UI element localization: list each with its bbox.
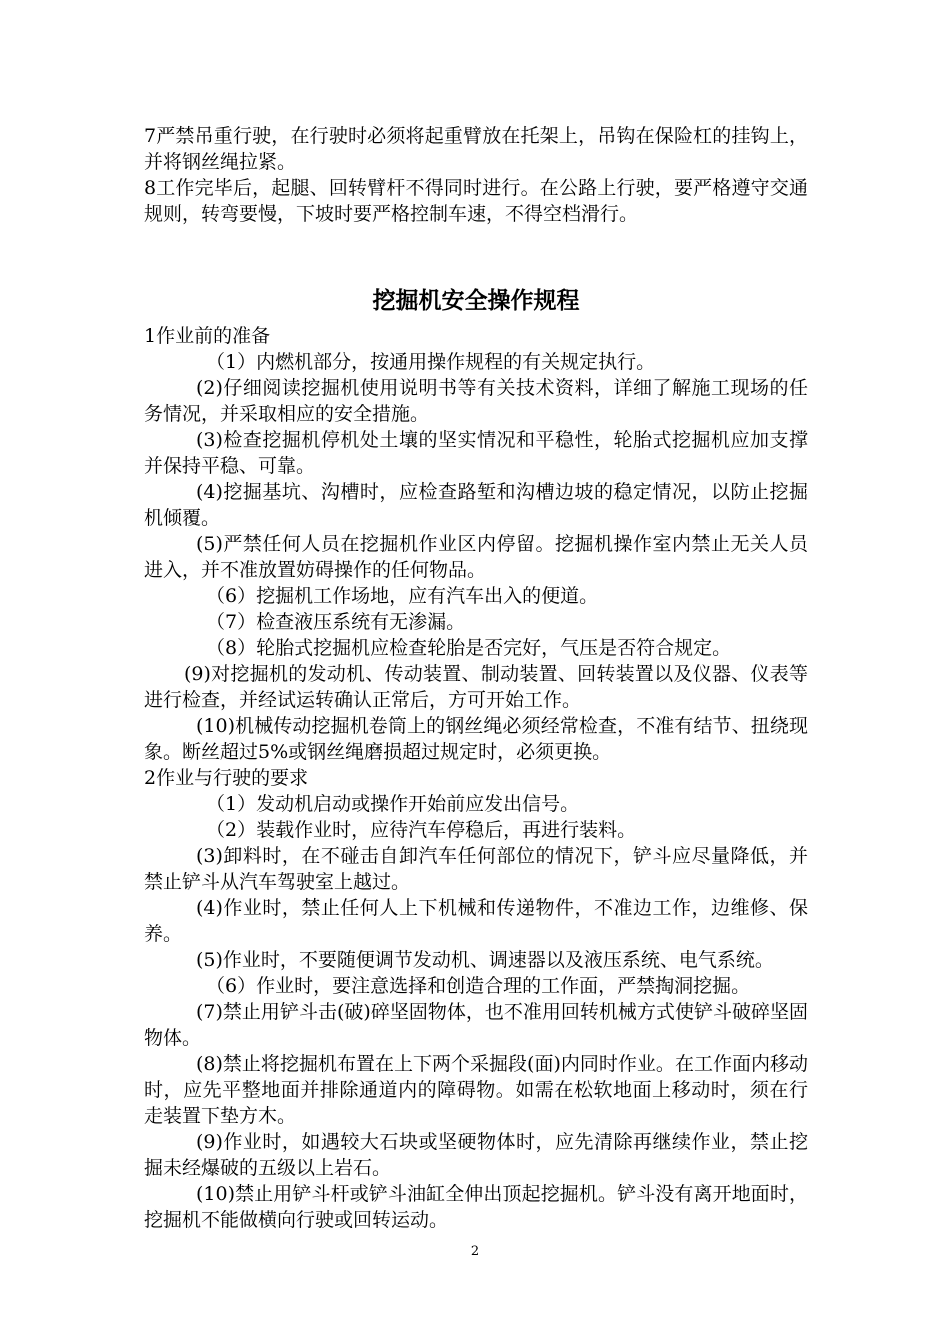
- list-item: (10)机械传动挖掘机卷筒上的钢丝绳必须经常检查，不准有结节、扭绕现象。断丝超过5%或钢丝绳磨损超过规定时，必须更换。: [144, 715, 808, 763]
- list-item: (5)作业时，不要随便调节发动机、调速器以及液压系统、电气系统。: [196, 949, 774, 971]
- list-item: (4)作业时，禁止任何人上下机械和传递物件，不准边工作，边维修、保养。: [144, 897, 808, 945]
- section-heading-2: 2作业与行驶的要求: [144, 767, 309, 789]
- list-item: (8)禁止将挖掘机布置在上下两个采掘段(面)内同时作业。在工作面内移动时，应先平整地面并排除通道内的障碍物。如需在松软地面上移动时，须在行走装置下垫方木。: [144, 1053, 808, 1127]
- page-number: 2: [470, 1244, 480, 1259]
- paragraph-rule-7: 7严禁吊重行驶，在行驶时必须将起重臂放在托架上，吊钩在保险杠的挂钩上，并将钢丝绳拉紧。: [144, 125, 808, 173]
- excavator-rules-body: [144, 323, 808, 1233]
- list-item: （1）发动机启动或操作开始前应发出信号。: [206, 793, 580, 815]
- list-item: (3)卸料时，在不碰击自卸汽车任何部位的情况下，铲斗应尽量降低，并禁止铲斗从汽车驾驶室上越过。: [144, 845, 808, 893]
- list-item: （6）挖掘机工作场地，应有汽车出入的便道。: [206, 585, 599, 607]
- section-heading-1: 1作业前的准备: [144, 325, 271, 347]
- list-item: （7）检查液压系统有无渗漏。: [206, 611, 466, 633]
- list-item: (9)作业时，如遇较大石块或坚硬物体时，应先清除再继续作业，禁止挖掘未经爆破的五级以上岩石。: [144, 1131, 808, 1179]
- page-title: 挖掘机安全操作规程: [372, 288, 580, 314]
- list-item: (3)检查挖掘机停机处土壤的坚实情况和平稳性，轮胎式挖掘机应加支撑并保持平稳、可靠。: [144, 429, 808, 477]
- list-item: （1）内燃机部分，按通用操作规程的有关规定执行。: [206, 351, 656, 373]
- previous-section-continuation: [144, 123, 808, 227]
- list-item: (10)禁止用铲斗杆或铲斗油缸全伸出顶起挖掘机。铲斗没有离开地面时，挖掘机不能做横向行驶或回转运动。: [144, 1183, 808, 1231]
- list-item: (7)禁止用铲斗击(破)碎坚固物体，也不准用回转机械方式使铲斗破碎坚固物体。: [144, 1001, 808, 1049]
- paragraph-rule-8: 8工作完毕后，起腿、回转臂杆不得同时进行。在公路上行驶，要严格遵守交通规则，转弯要慢，下坡时要严格控制车速，不得空档滑行。: [144, 177, 808, 225]
- list-item: （8）轮胎式挖掘机应检查轮胎是否完好，气压是否符合规定。: [206, 637, 732, 659]
- list-item: (4)挖掘基坑、沟槽时，应检查路堑和沟槽边坡的稳定情况，以防止挖掘机倾覆。: [144, 481, 808, 529]
- list-item: (9)对挖掘机的发动机、传动装置、制动装置、回转装置以及仪器、仪表等进行检查，并经试运转确认正常后，方可开始工作。: [144, 663, 808, 711]
- list-item: (5)严禁任何人员在挖掘机作业区内停留。挖掘机操作室内禁止无关人员进入，并不准放置妨碍操作的任何物品。: [144, 533, 808, 581]
- list-item: (2)仔细阅读挖掘机使用说明书等有关技术资料，详细了解施工现场的任务情况，并采取相应的安全措施。: [144, 377, 808, 425]
- list-item: （2）装载作业时，应待汽车停稳后，再进行装料。: [206, 819, 637, 841]
- list-item: （6）作业时，要注意选择和创造合理的工作面，严禁掏洞挖掘。: [206, 975, 751, 997]
